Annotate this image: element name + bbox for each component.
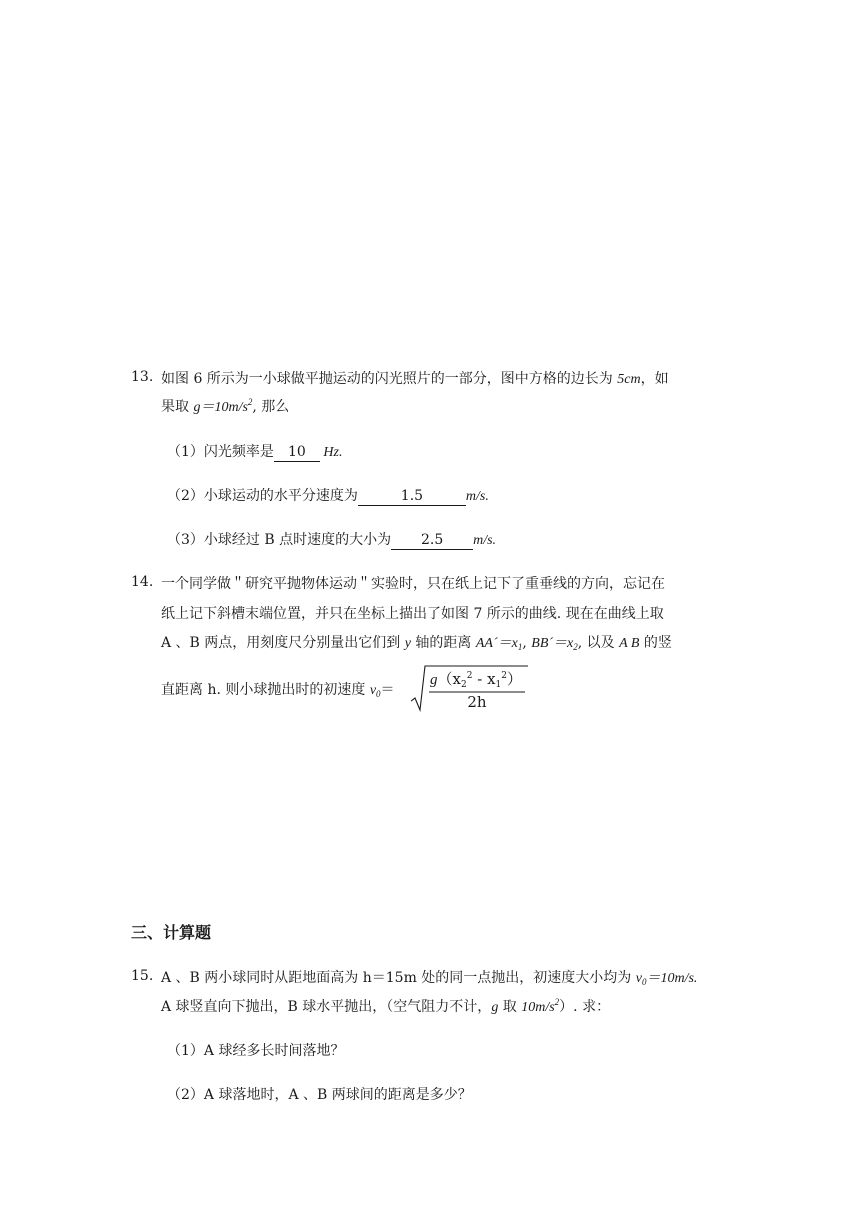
formula-denominator: 2h	[467, 693, 487, 711]
q13-grid-size: 5cm	[617, 372, 641, 387]
q15-gravity-value: $10m/s^2$	[521, 997, 560, 1015]
q13-text: , 那么	[252, 399, 290, 415]
q14-bb-distance: $BB´=x_2$	[531, 636, 578, 652]
question-14-line-3	[161, 633, 672, 654]
q13-gravity: $g=10m/s^2$	[193, 397, 253, 415]
q14-text: 直距离 h. 则小球抛出时的初速度	[161, 682, 370, 698]
q14-equals: ＝	[380, 682, 395, 698]
q13-part-2-unit: m/s.	[465, 489, 489, 504]
q13-part-2-answer: 1.5	[358, 488, 466, 506]
q14-aa-distance: $AA´=x_1$	[475, 636, 523, 652]
q14-text: , 以及	[577, 635, 620, 651]
q15-v0: $v_0=10m/s$.	[635, 971, 698, 987]
q14-v0: $v_0$	[369, 683, 381, 699]
q14-text: 轴的距离	[410, 635, 476, 651]
question-15-part-1: （1）A 球经多长时间落地？	[167, 1043, 345, 1059]
q15-text: 取	[498, 999, 522, 1015]
q14-ab-points: A B	[619, 636, 640, 651]
q13-part-1-answer: 10	[274, 444, 320, 462]
question-15-line-1	[161, 968, 697, 989]
q14-text: A 、B 两点，用刻度尺分别量出它们到	[161, 635, 405, 651]
question-13-part-2	[167, 486, 489, 507]
question-13-line-2	[161, 397, 289, 418]
q13-part-3-answer: 2.5	[391, 532, 473, 550]
q15-text: A 球竖直向下抛出，B 球水平抛出，（空气阻力不计，	[161, 999, 492, 1015]
q14-y-axis: y	[404, 636, 411, 651]
q13-part-3-label: （3）小球经过 B 点时速度的大小为	[167, 532, 392, 548]
q14-text: ,	[522, 635, 532, 651]
q13-text: 如图 6 所示为一小球做平抛运动的闪光照片的一部分，图中方格的边长为	[161, 371, 618, 387]
q13-part-1-unit: Hz.	[319, 445, 343, 460]
question-13-number: 13.	[131, 369, 154, 385]
q14-text: 的竖	[639, 635, 672, 651]
q13-part-1-label: （1）闪光频率是	[167, 444, 274, 460]
section-3-title: 三、计算题	[131, 923, 212, 942]
q13-text: ，如	[640, 371, 669, 387]
question-14-line-1: 一个同学做＂研究平抛物体运动＂实验时，只在纸上记下了重垂线的方向，忘记在	[161, 576, 665, 592]
formula-numerator: $g(x_2^2 - x_1^2)$	[430, 670, 523, 690]
q15-text: ）. 求：	[559, 999, 611, 1015]
question-15-line-2	[161, 997, 610, 1018]
question-13-line-1	[161, 369, 669, 390]
q13-part-3-unit: m/s.	[473, 533, 497, 548]
q15-gravity-symbol: g	[491, 1000, 499, 1015]
q13-part-2-label: （2）小球运动的水平分速度为	[167, 488, 358, 504]
q13-text: 果取	[161, 399, 194, 415]
question-15-part-2: （2）A 球落地时，A 、B 两球间的距离是多少？	[167, 1087, 472, 1103]
question-14-line-2: 纸上记下斜槽末端位置，并只在坐标上描出了如图 7 所示的曲线. 现在在曲线上取	[161, 606, 664, 622]
question-13-part-1	[167, 442, 342, 463]
q15-text: A 、B 两小球同时从距地面高为 h＝15m 处的同一点抛出，初速度大小均为	[161, 970, 636, 986]
question-13-part-3	[167, 530, 496, 551]
question-14-line-4	[161, 680, 395, 701]
question-14-number: 14.	[131, 574, 154, 590]
question-15-number: 15.	[131, 968, 154, 984]
q14-formula	[411, 662, 531, 712]
